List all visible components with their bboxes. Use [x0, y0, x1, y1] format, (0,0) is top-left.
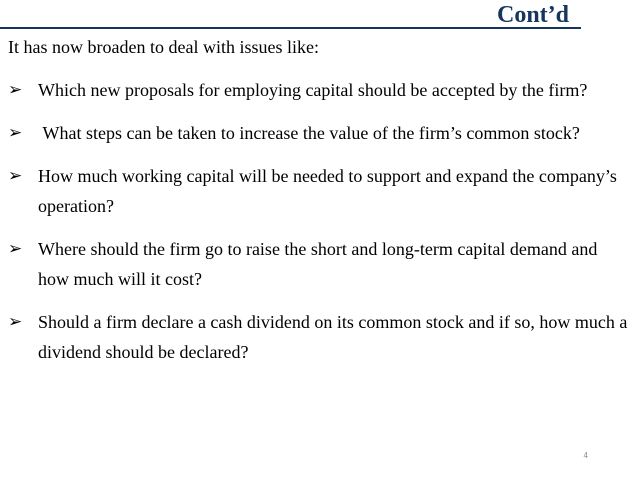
arrow-bullet-icon: ➢ [8, 312, 23, 331]
intro-text: It has now broaden to deal with issues like: [8, 37, 319, 57]
bullet-text: Should a firm declare a cash dividend on its common stock and if so, how much a dividend should be declared? [38, 312, 628, 362]
bullet-text: How much working capital will be needed to support and expand the company’s operation? [38, 166, 617, 216]
bullet-list [8, 75, 632, 380]
arrow-bullet-icon: ➢ [8, 239, 23, 258]
bullet-item [8, 118, 632, 148]
bullet-item [8, 307, 632, 367]
arrow-bullet-icon: ➢ [8, 80, 23, 99]
slide-title: Cont’d [496, 2, 569, 28]
page-number: 4 [583, 451, 588, 460]
bullet-item [8, 75, 632, 105]
title-bar [0, 0, 581, 29]
bullet-text: Which new proposals for employing capital should be accepted by the firm? [38, 80, 588, 100]
arrow-bullet-icon: ➢ [8, 166, 23, 185]
arrow-bullet-icon: ➢ [8, 123, 23, 142]
bullet-item [8, 161, 632, 221]
bullet-item [8, 234, 632, 294]
bullet-text: What steps can be taken to increase the value of the firm’s common stock? [38, 123, 580, 143]
bullet-text: Where should the firm go to raise the short and long-term capital demand and how much will it cost? [38, 239, 598, 289]
